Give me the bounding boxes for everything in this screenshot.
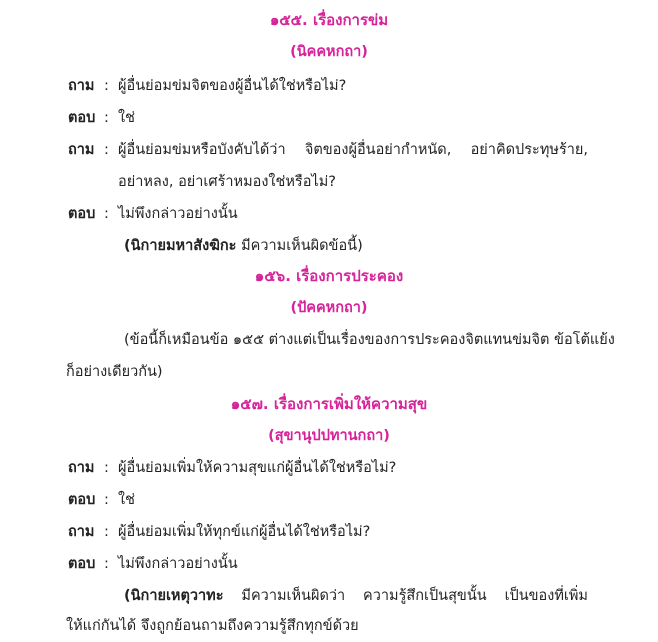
answer-label: ตอบ (68, 206, 96, 222)
section-156-subtitle: (ปัคคหกถา) (290, 300, 368, 316)
question-text-part: อย่าคิดประทุษร้าย, (470, 142, 588, 158)
colon: : (104, 206, 109, 222)
school-note-text: มีความเห็นผิดว่า (241, 588, 346, 604)
question-text-justified (118, 140, 588, 160)
answer-text: ใช่ (118, 492, 135, 508)
school-note-text: ความรู้สึกเป็นสุขนั้น (363, 588, 487, 604)
section-157-subtitle: (สุขานุปปทานกถา) (268, 428, 390, 444)
section-155-title: ๑๕๕. เรื่องการข่ม (269, 11, 389, 29)
colon: : (104, 460, 109, 476)
paragraph-line: (ข้อนี้ก็เหมือนข้อ ๑๕๕ ต่างแต่เป็นเรื่องของการประคองจิตแทนข่มจิต ข้อโต้แย้ง (124, 332, 615, 348)
colon: : (104, 110, 109, 126)
section-155-subtitle: (นิคคหกถา) (290, 44, 368, 60)
school-name: (นิกายเหตุวาทะ (124, 588, 224, 604)
question-label: ถาม (68, 142, 95, 158)
question-text: ผู้อื่นย่อมข่มจิตของผู้อื่นได้ใช่หรือไม่? (118, 78, 347, 94)
question-label: ถาม (68, 78, 95, 94)
paragraph-line: ก็อย่างเดียวกัน) (66, 364, 163, 380)
colon: : (104, 524, 109, 540)
question-text: ผู้อื่นย่อมเพิ่มให้ทุกข์แก่ผู้อื่นได้ใช่หรือไม่? (118, 524, 371, 540)
school-note (124, 236, 363, 256)
answer-text: ใช่ (118, 110, 135, 126)
answer-label: ตอบ (68, 492, 96, 508)
colon: : (104, 142, 109, 158)
answer-text: ไม่พึงกล่าวอย่างนั้น (118, 556, 238, 572)
school-name: (นิกายมหาสังฆิกะ (124, 238, 237, 254)
section-157-title: ๑๕๗. เรื่องการเพิ่มให้ความสุข (230, 395, 428, 413)
colon: : (104, 78, 109, 94)
school-note-text: เป็นของที่เพิ่ม (504, 588, 588, 604)
section-156-title: ๑๕๖. เรื่องการประคอง (254, 267, 404, 285)
school-note-text: มีความเห็นผิดข้อนี้) (241, 238, 363, 254)
answer-label: ตอบ (68, 556, 96, 572)
question-text: ผู้อื่นย่อมเพิ่มให้ความสุขแก่ผู้อื่นได้ใช่หรือไม่? (118, 460, 397, 476)
colon: : (104, 556, 109, 572)
school-note (124, 586, 588, 606)
question-label: ถาม (68, 524, 95, 540)
question-label: ถาม (68, 460, 95, 476)
colon: : (104, 492, 109, 508)
question-text-part: จิตของผู้อื่นอย่ากำหนัด, (304, 142, 452, 158)
question-text-part: ผู้อื่นย่อมข่มหรือบังคับได้ว่า (118, 142, 286, 158)
school-note-continued: ให้แก่กันได้ จึงถูกย้อนถามถึงความรู้สึกทุกข์ด้วย (66, 618, 359, 634)
question-text-continued: อย่าหลง, อย่าเศร้าหมองใช่หรือไม่? (118, 174, 336, 190)
answer-text: ไม่พึงกล่าวอย่างนั้น (118, 206, 238, 222)
answer-label: ตอบ (68, 110, 96, 126)
